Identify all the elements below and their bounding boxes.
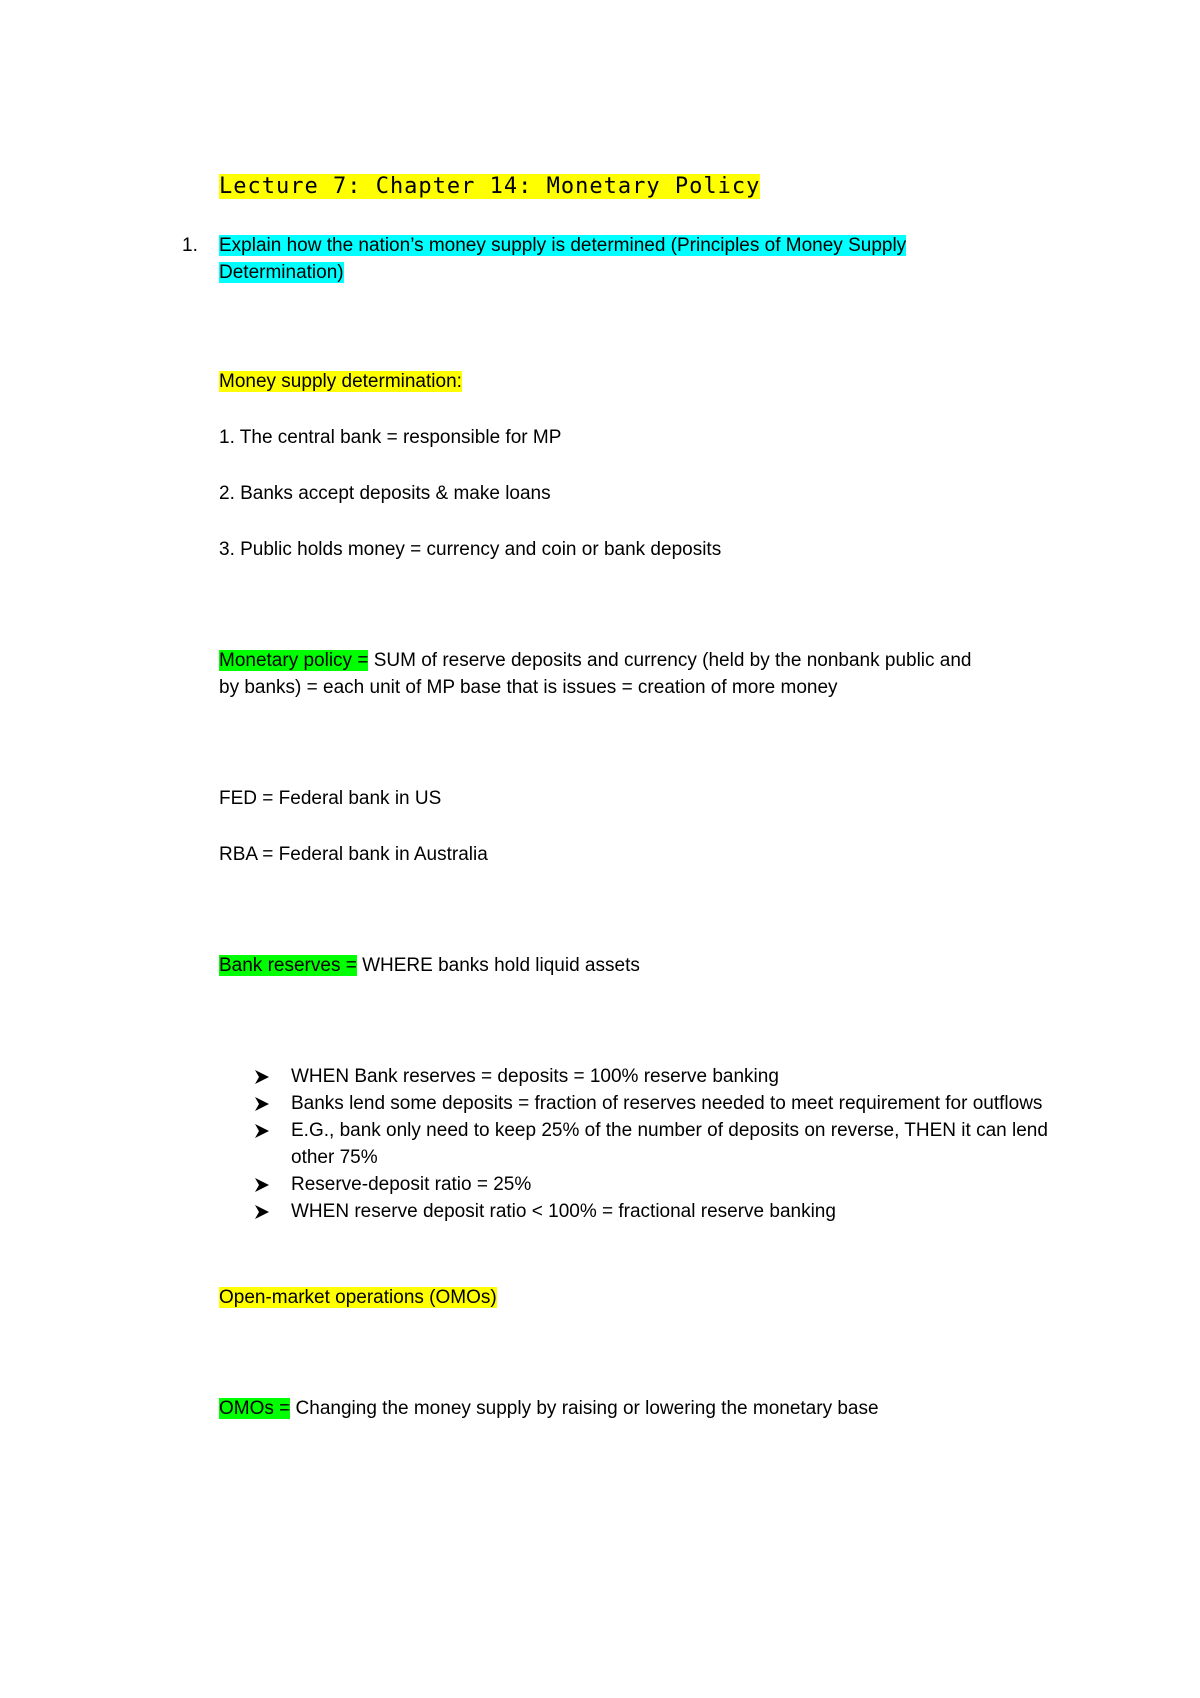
bullet-text: E.G., bank only need to keep 25% of the number of deposits on reverse, THEN it can lend other 75%	[291, 1120, 1048, 1168]
title-text: Lecture 7: Chapter 14: Monetary Policy	[219, 174, 761, 199]
list-item	[254, 1171, 1084, 1198]
bank-reserves-term: Bank reserves =	[219, 955, 357, 976]
list-item	[254, 1117, 1084, 1171]
omo-def: Changing the money supply by raising or lowering the monetary base	[290, 1398, 879, 1419]
money-supply-heading-text: Money supply determination:	[219, 371, 462, 392]
list-item: 1. The central bank = responsible for MP	[219, 427, 562, 448]
list-item	[254, 1090, 1084, 1117]
bullet-text: Banks lend some deposits = fraction of reserves needed to meet requirement for outflows	[291, 1093, 1043, 1114]
bullet-text: WHEN reserve deposit ratio < 100% = fractional reserve banking	[291, 1201, 836, 1222]
arrow-bullet-icon	[254, 1069, 270, 1085]
omo-heading	[219, 1284, 1069, 1311]
question-number: 1.	[182, 235, 198, 256]
bullet-text: WHEN Bank reserves = deposits = 100% reserve banking	[291, 1066, 779, 1087]
omo-term: OMOs =	[219, 1398, 291, 1419]
omo-heading-text: Open-market operations (OMOs)	[219, 1287, 497, 1308]
bank-reserves-bullets	[254, 1063, 1084, 1225]
arrow-bullet-icon	[254, 1123, 270, 1139]
rba-definition: RBA = Federal bank in Australia	[219, 844, 488, 865]
bank-reserves-definition	[219, 952, 1069, 979]
monetary-policy-term: Monetary policy =	[219, 650, 369, 671]
monetary-policy-def-line-2: by banks) = each unit of MP base that is issues = creation of more money	[219, 677, 838, 698]
list-item: 2. Banks accept deposits & make loans	[219, 483, 551, 504]
arrow-bullet-icon	[254, 1096, 270, 1112]
arrow-bullet-icon	[254, 1204, 270, 1220]
fed-definition: FED = Federal bank in US	[219, 788, 442, 809]
page-title	[219, 172, 1069, 202]
question-line-1: Explain how the nation’s money supply is determined (Principles of Money Supply	[219, 235, 907, 256]
money-supply-heading	[219, 368, 1069, 395]
question-line-2: Determination)	[219, 262, 344, 283]
arrow-bullet-icon	[254, 1177, 270, 1193]
omo-definition	[219, 1395, 1069, 1422]
question-text	[219, 232, 1019, 286]
list-item: 3. Public holds money = currency and coin or bank deposits	[219, 539, 722, 560]
monetary-policy-definition	[219, 647, 1069, 701]
list-item	[254, 1063, 1084, 1090]
list-item	[254, 1198, 1084, 1225]
bullet-text: Reserve-deposit ratio = 25%	[291, 1174, 532, 1195]
bank-reserves-def: WHERE banks hold liquid assets	[356, 955, 640, 976]
monetary-policy-def-line-1: SUM of reserve deposits and currency (held by the nonbank public and	[368, 650, 972, 671]
question-item	[182, 232, 1032, 283]
